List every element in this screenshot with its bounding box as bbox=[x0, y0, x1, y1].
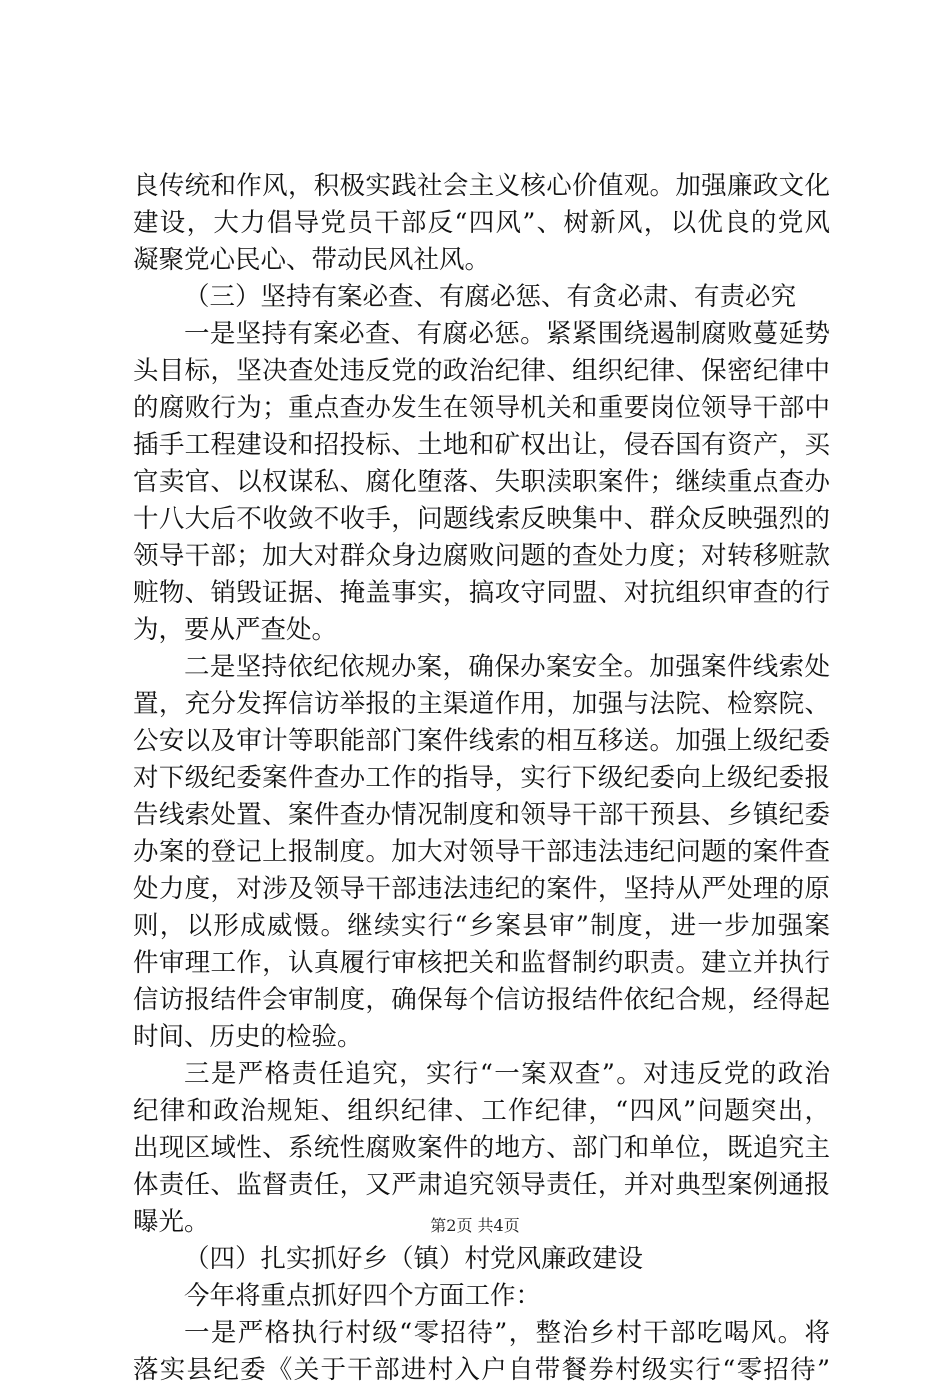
document-body bbox=[133, 168, 830, 1389]
page-footer: 第2页 共4页 bbox=[430, 1216, 520, 1235]
text-line: 一是坚持有案必查、有腐必惩。紧紧围绕遏制腐败蔓延势 bbox=[184, 319, 831, 349]
text-line: 插手工程建设和招投标、土地和矿权出让，侵吞国有资产，买 bbox=[133, 430, 831, 460]
text-line: 一是严格执行村级“零招待”，整治乡村干部吃喝风。将 bbox=[184, 1318, 832, 1348]
text-line: 曝光。 bbox=[133, 1207, 210, 1237]
text-line: 告线索处置、案件查办情况制度和领导干部干预县、乡镇纪委 bbox=[133, 800, 831, 830]
text-line: 对下级纪委案件查办工作的指导，实行下级纪委向上级纪委报 bbox=[133, 763, 831, 793]
text-line: 落实县纪委《关于干部进村入户自带餐券村级实行“零招待” bbox=[133, 1355, 832, 1385]
text-line: 的腐败行为；重点查办发生在领导机关和重要岗位领导干部中 bbox=[133, 393, 831, 423]
text-line: 出现区域性、系统性腐败案件的地方、部门和单位，既追究主 bbox=[133, 1133, 831, 1163]
text-line: （三）坚持有案必查、有腐必惩、有贪必肃、有责必究 bbox=[184, 282, 797, 312]
text-line: 二是坚持依纪依规办案，确保办案安全。加强案件线索处 bbox=[184, 652, 831, 682]
text-line: 纪律和政治规矩、组织纪律、工作纪律，“四风”问题突出， bbox=[133, 1096, 832, 1126]
text-line: 凝聚党心民心、带动民风社风。 bbox=[133, 245, 491, 275]
text-line: 公安以及审计等职能部门案件线索的相互移送。加强上级纪委 bbox=[133, 726, 831, 756]
text-line: 赃物、销毁证据、掩盖事实，搞攻守同盟、对抗组织审查的行 bbox=[133, 578, 831, 608]
text-line: 处力度，对涉及领导干部违法违纪的案件，坚持从严处理的原 bbox=[133, 874, 831, 904]
text-line: 三是严格责任追究，实行“一案双查”。对违反党的政治 bbox=[184, 1059, 832, 1089]
text-line: 则，以形成威慑。继续实行“乡案县审”制度，进一步加强案 bbox=[133, 911, 832, 941]
text-line: 十八大后不收敛不收手，问题线索反映集中、群众反映强烈的 bbox=[133, 504, 831, 534]
text-line: 置，充分发挥信访举报的主渠道作用，加强与法院、检察院、 bbox=[133, 689, 831, 719]
text-line: 为，要从严查处。 bbox=[133, 615, 338, 645]
text-line: 官卖官、以权谋私、腐化堕落、失职渎职案件；继续重点查办 bbox=[133, 467, 831, 497]
text-line: 件审理工作，认真履行审核把关和监督制约职责。建立并执行 bbox=[133, 948, 831, 978]
text-line: 时间、历史的检验。 bbox=[133, 1022, 363, 1052]
text-line: 信访报结件会审制度，确保每个信访报结件依纪合规，经得起 bbox=[133, 985, 831, 1015]
text-line: 头目标，坚决查处违反党的政治纪律、组织纪律、保密纪律中 bbox=[133, 356, 831, 386]
text-line: 建设，大力倡导党员干部反“四风”、树新风，以优良的党风 bbox=[133, 208, 832, 238]
text-line: 领导干部；加大对群众身边腐败问题的查处力度；对转移赃款 bbox=[133, 541, 831, 571]
text-line: 良传统和作风，积极实践社会主义核心价值观。加强廉政文化 bbox=[133, 171, 831, 201]
text-line: （四）扎实抓好乡（镇）村党风廉政建设 bbox=[184, 1244, 644, 1274]
text-line: 办案的登记上报制度。加大对领导干部违法违纪问题的案件查 bbox=[133, 837, 831, 867]
text-line: 体责任、监督责任，又严肃追究领导责任，并对典型案例通报 bbox=[133, 1170, 831, 1200]
text-line: 今年将重点抓好四个方面工作： bbox=[184, 1281, 542, 1311]
